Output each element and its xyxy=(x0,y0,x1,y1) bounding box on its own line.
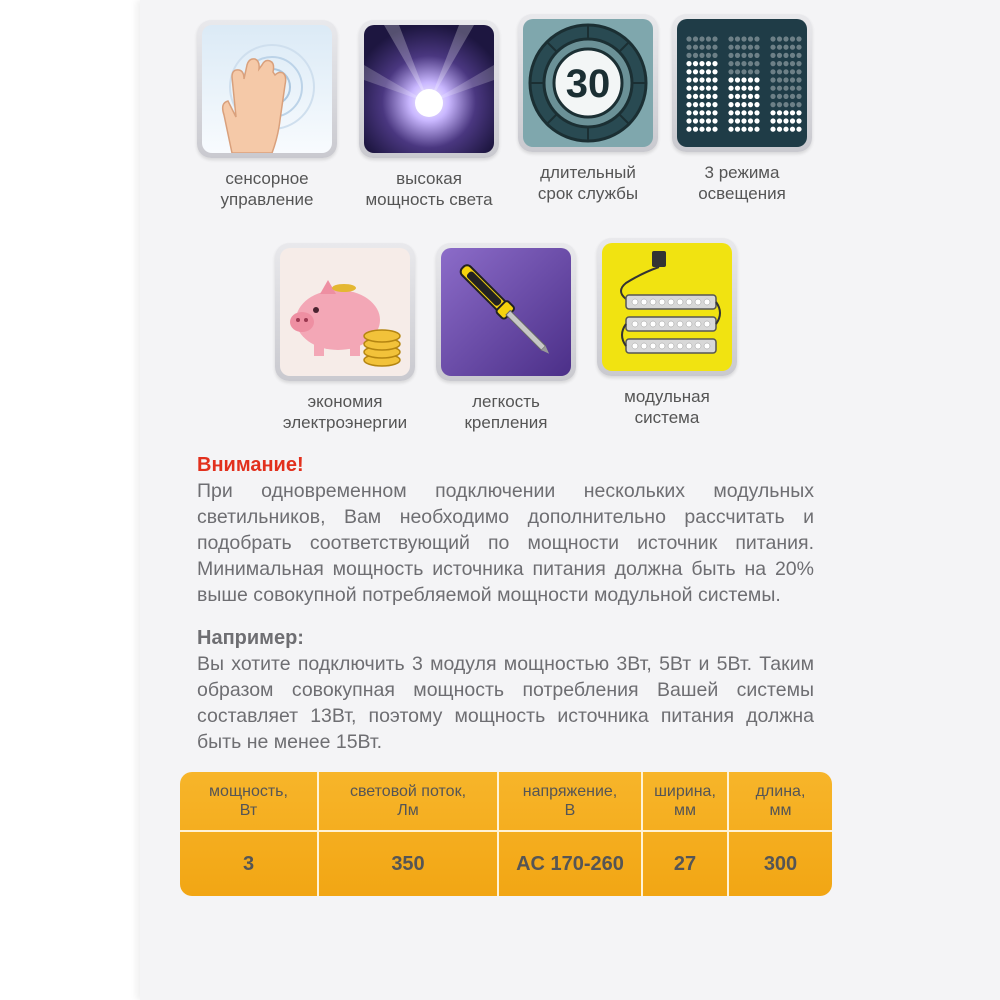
example-text: Вы хотите подключить 3 модуля мощностью 3Вт, 5Вт и 5Вт. Таким образом совокупная мощность потребления Вашей системы составляет 13Вт, поэтому мощность источника питания должна быть не менее 15Вт. xyxy=(197,653,814,753)
piggy-bank-icon xyxy=(275,243,415,381)
hand-touch-icon xyxy=(197,20,337,158)
value-length: 300 xyxy=(763,852,798,875)
feature-caption: сенсорное управление xyxy=(220,169,314,209)
example-section xyxy=(197,625,814,755)
modular-system-icon xyxy=(597,238,737,376)
header-power: мощность, Вт xyxy=(180,772,319,832)
example-title: Например: xyxy=(197,627,304,649)
feature-three-modes xyxy=(662,14,822,204)
feature-touch-control xyxy=(187,20,347,210)
feature-long-life xyxy=(508,14,668,204)
value-voltage: AC 170-260 xyxy=(499,832,643,896)
attention-title: Внимание! xyxy=(197,454,304,476)
svg-text:30: 30 xyxy=(565,62,611,106)
feature-caption: высокая мощность света xyxy=(365,169,493,209)
feature-high-power xyxy=(349,20,509,210)
bright-light-icon xyxy=(359,20,499,158)
feature-energy-saving xyxy=(265,243,425,433)
value-luminous-flux: 350 xyxy=(319,832,499,896)
feature-caption: легкость крепления xyxy=(464,392,548,432)
attention-section xyxy=(197,452,814,608)
feature-caption: длительный срок службы xyxy=(537,163,639,203)
spec-table xyxy=(180,772,832,896)
feature-easy-mounting xyxy=(426,243,586,433)
screwdriver-icon xyxy=(436,243,576,381)
value-width: 27 xyxy=(643,832,729,896)
header-width: ширина, мм xyxy=(643,772,729,832)
feature-caption: экономия электроэнергии xyxy=(282,392,408,432)
header-luminous-flux: световой поток, Лм xyxy=(319,772,499,832)
feature-caption: 3 режима освещения xyxy=(698,163,786,203)
feature-caption: модульная система xyxy=(624,387,710,427)
value-power: 3 xyxy=(180,832,319,896)
feature-modular xyxy=(587,238,747,428)
attention-text: При одновременном подключении нескольких модульных светильников, Вам необходимо дополнительно рассчитать и подобрать соответствующий по мощности источник питания. Минимальная мощность источника питания должна быть на 20% выше совокупной потребляемой мощности модульной системы. xyxy=(197,480,814,606)
zodiac-30-icon xyxy=(518,14,658,152)
header-voltage: напряжение, В xyxy=(499,772,643,832)
three-modes-icon xyxy=(672,14,812,152)
header-length: длина, мм xyxy=(729,772,832,832)
